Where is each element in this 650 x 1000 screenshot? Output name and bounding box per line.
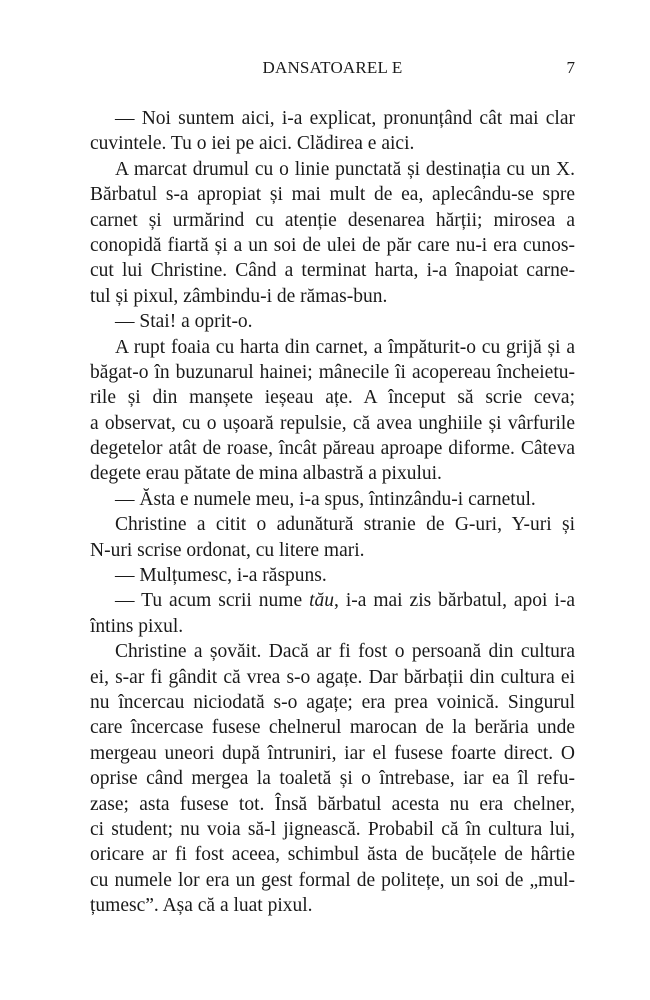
text-line <box>90 233 575 258</box>
text-line <box>90 690 575 715</box>
text-line <box>90 284 575 309</box>
text-run: oricare ar fi fost aceea, schimbul ăsta de bucățele de hârtie <box>90 844 575 866</box>
text-line <box>90 665 575 690</box>
body-text <box>90 106 575 919</box>
running-header <box>90 58 575 82</box>
text-line <box>90 436 575 461</box>
text-run: — Tu acum scrii nume <box>115 590 310 612</box>
text-run: A marcat drumul cu o linie punctată și destinația cu un X. <box>115 158 575 180</box>
text-run: întins pixul. <box>90 615 184 637</box>
text-line <box>90 309 575 334</box>
text-run: Christine a citit o adunătură stranie de G-uri, Y-uri și <box>115 514 575 536</box>
paragraph <box>90 512 575 563</box>
text-line <box>90 792 575 817</box>
paragraph <box>90 157 575 309</box>
page-number: 7 <box>566 58 575 77</box>
text-line <box>90 538 575 563</box>
text-run: — Stai! a oprit-o. <box>115 311 253 333</box>
text-line <box>90 639 575 664</box>
text-run: — Noi suntem aici, i-a explicat, pronunțând cât mai clar <box>115 108 575 129</box>
text-line <box>90 563 575 588</box>
paragraph <box>90 487 575 512</box>
text-run: carnet și urmărind cu atenție desenarea hărții; mirosea a <box>90 209 575 231</box>
text-line <box>90 258 575 283</box>
text-run: nu încercau niciodată s-o agațe; era prea voinică. Singurul <box>90 691 575 713</box>
italic-text: tău <box>309 590 334 612</box>
text-run: care încercase fusese chelnerul marocan de la berăria unde <box>90 717 575 739</box>
text-line <box>90 385 575 410</box>
paragraph <box>90 106 575 157</box>
text-line <box>90 588 575 613</box>
text-line <box>90 182 575 207</box>
text-run: țumesc”. Așa că a luat pixul. <box>90 895 313 917</box>
text-run: mergeau uneori după întruniri, iar el fusese foarte direct. O <box>90 742 575 764</box>
text-run: — Ăsta e numele meu, i-a spus, întinzându-i carnetul. <box>115 488 536 510</box>
text-line <box>90 512 575 537</box>
text-line <box>90 715 575 740</box>
text-line <box>90 106 575 131</box>
text-run: tul și pixul, zâmbindu-i de rămas-bun. <box>90 285 388 307</box>
text-run: A rupt foaia cu harta din carnet, a împăturit-o cu grijă și a <box>115 336 575 358</box>
text-line <box>90 131 575 156</box>
text-run: Christine a șovăit. Dacă ar fi fost o persoană din cultura <box>115 641 575 663</box>
text-run: — Mulțumesc, i-a răspuns. <box>115 565 327 587</box>
text-line <box>90 842 575 867</box>
text-line <box>90 893 575 918</box>
text-run: conopidă fiartă și a un soi de ulei de păr care nu-i era cunos- <box>90 234 575 256</box>
text-line <box>90 335 575 360</box>
text-line <box>90 487 575 512</box>
text-line <box>90 461 575 486</box>
text-run: degete erau pătate de mina albastră a pixului. <box>90 463 442 485</box>
text-run: cuvintele. Tu o iei pe aici. Clădirea e aici. <box>90 133 415 155</box>
text-run: oprise când mergea la toaletă și o întrebase, iar ea îl refu- <box>90 768 575 790</box>
paragraph <box>90 639 575 918</box>
text-line <box>90 868 575 893</box>
text-line <box>90 360 575 385</box>
text-run: N-uri scrise ordonat, cu litere mari. <box>90 539 365 561</box>
paragraph <box>90 335 575 487</box>
text-line <box>90 411 575 436</box>
text-line <box>90 766 575 791</box>
text-run: , i-a mai zis bărbatul, apoi i-a <box>333 590 575 612</box>
text-line <box>90 614 575 639</box>
text-run: a observat, cu o ușoară repulsie, că avea unghiile și vârfurile <box>90 412 575 434</box>
paragraph <box>90 309 575 334</box>
text-line <box>90 208 575 233</box>
text-run: rile și din manșete ieșeau ațe. A început să scrie ceva; <box>90 387 575 409</box>
text-run: cu numele lor era un gest formal de politețe, un soi de „mul- <box>90 869 575 891</box>
text-run: ci student; nu voia să-l jignească. Probabil că în cultura lui, <box>90 818 575 840</box>
text-run: zase; asta fusese tot. Însă bărbatul acesta nu era chelner, <box>90 793 575 815</box>
text-line <box>90 157 575 182</box>
text-line <box>90 817 575 842</box>
text-run: ei, s-ar fi gândit că vrea s-o agațe. Dar bărbații din cultura ei <box>90 666 575 688</box>
text-run: cut lui Christine. Când a terminat harta, i-a înapoiat carne- <box>90 260 575 282</box>
text-run: degetelor atât de roase, încât păreau aproape diforme. Câteva <box>90 438 575 460</box>
text-line <box>90 741 575 766</box>
text-run: băgat-o în buzunarul hainei; mânecile îi acopereau încheietu- <box>90 361 575 383</box>
text-run: Bărbatul s-a apropiat și mai mult de ea, aplecându-se spre <box>90 184 575 206</box>
paragraph <box>90 563 575 588</box>
running-title: DANSATOAREL E <box>262 58 403 77</box>
paragraph <box>90 588 575 639</box>
